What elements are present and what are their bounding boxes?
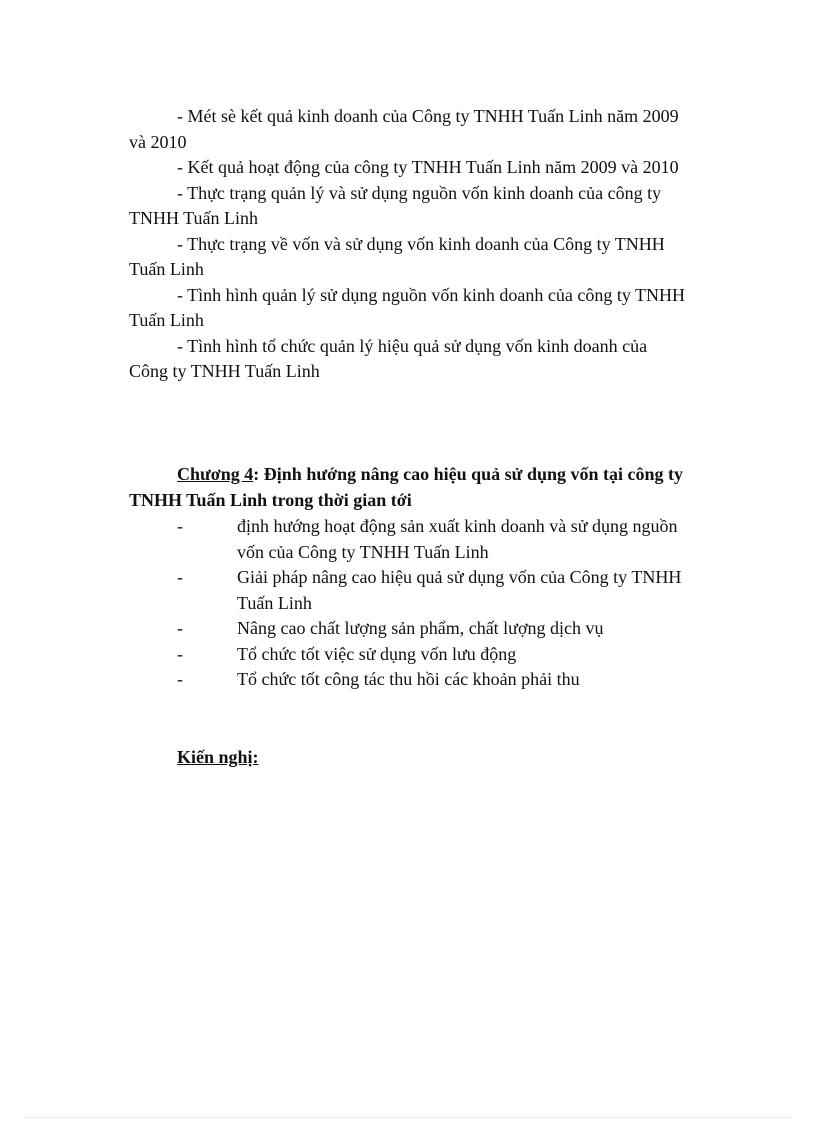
bullet-text: định hướng hoạt động sản xuất kinh doanh và sử dụng nguồn vốn của Công ty TNHH Tuấn Linh — [237, 516, 678, 562]
chapter-4-label: Chương 4 — [177, 464, 254, 484]
list-item — [129, 642, 704, 668]
recommendations-heading: Kiến nghị: — [177, 747, 259, 767]
list-item — [129, 565, 704, 616]
intro-list — [129, 104, 689, 385]
bullet-dash: - — [177, 516, 183, 536]
bullet-text: Nâng cao chất lượng sản phẩm, chất lượng dịch vụ — [237, 618, 604, 638]
bullet-text: Giải pháp nâng cao hiệu quả sử dụng vốn của Công ty TNHH Tuấn Linh — [237, 567, 682, 613]
list-item: - Tình hình quản lý sử dụng nguồn vốn kinh doanh của công ty TNHH Tuấn Linh — [129, 284, 686, 330]
chapter-4-heading — [129, 462, 689, 513]
list-item: - Thực trạng quản lý và sử dụng nguồn vốn kinh doanh của công ty TNHH Tuấn Linh — [129, 182, 662, 228]
bullet-dash: - — [177, 669, 183, 689]
list-item — [129, 667, 704, 693]
list-item: - Kết quả hoạt động của công ty TNHH Tuấn Linh năm 2009 và 2010 — [177, 157, 679, 177]
list-item: - Thực trạng về vốn và sử dụng vốn kinh doanh của Công ty TNHH Tuấn Linh — [129, 233, 665, 279]
list-item: - Mét sè kết quả kinh doanh của Công ty TNHH Tuấn Linh năm 2009 và 2010 — [129, 106, 679, 152]
bullet-dash: - — [177, 618, 183, 638]
chapter-4-bullets — [129, 514, 704, 693]
chapter-4-title: Định hướng nâng cao hiệu quả sử dụng vốn tại công ty TNHH Tuấn Linh trong thời gian tới — [129, 464, 683, 510]
list-item — [129, 616, 704, 642]
list-item: - Tình hình tổ chức quản lý hiệu quả sử dụng vốn kinh doanh của Công ty TNHH Tuấn Linh — [129, 335, 648, 381]
bullet-dash: - — [177, 643, 183, 664]
bullet-text: Tổ chức tốt việc sử dụng vốn lưu động — [237, 643, 517, 664]
bullet-text: Tổ chức tốt công tác thu hồi các khoản phải thu — [237, 669, 580, 689]
chapter-4-separator: : — [253, 464, 264, 484]
bullet-dash: - — [177, 567, 183, 587]
list-item — [129, 514, 704, 565]
page-bottom-divider — [24, 1117, 792, 1118]
